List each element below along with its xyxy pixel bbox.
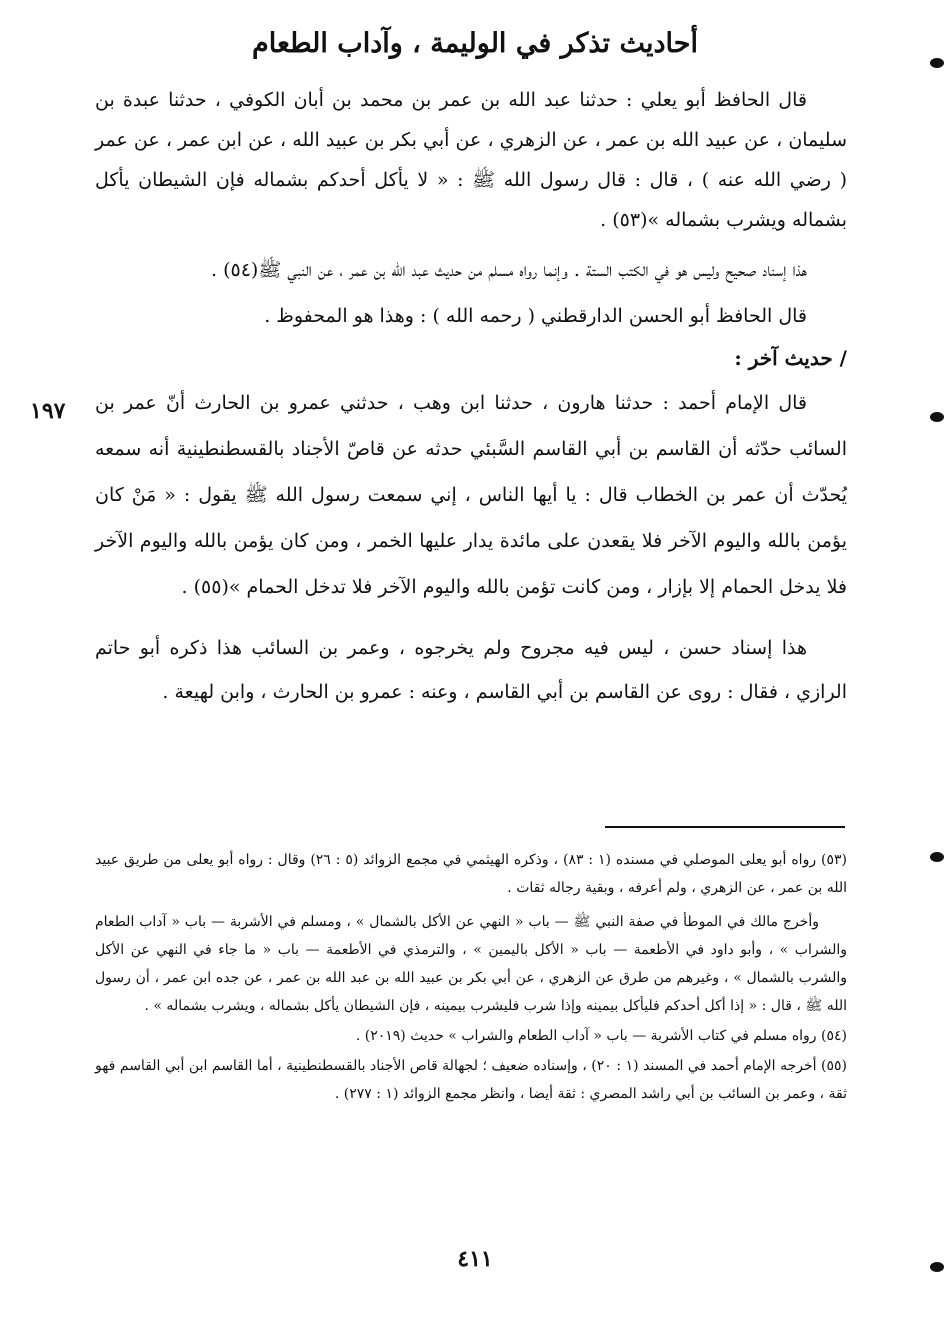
section-heading: / حديث آخر : xyxy=(734,346,847,370)
main-text xyxy=(95,80,847,714)
footnotes xyxy=(95,846,847,1108)
paragraph-isnad-comment: هذا إسناد صحيح وليس هو في الكتب الستة . وإنما رواه مسلم من حديث عبد الله بن عمر ، عن النبي ﷺ(٥٤) . xyxy=(210,259,807,281)
page-number: ٤١١ xyxy=(457,1246,493,1272)
footnote-55: (٥٥) أخرجه الإمام أحمد في المسند (١ : ٢٠) ، وإسناده ضعيف ؛ لجهالة قاص الأجناد بالقسطنطينية ، أما القاسم ابن أبي القاسم فهو ثقة ، وعمر بن السائب بن أبي راشد المصري : ثقة أيضا ، وانظر مجمع الزوائد (١ : ٢٧٧) . xyxy=(95,1058,847,1102)
scan-edge-mark xyxy=(930,58,944,68)
page-title: أحاديث تذكر في الوليمة ، وآداب الطعام xyxy=(252,28,698,59)
footnote-53: (٥٣) رواه أبو يعلى الموصلي في مسنده (١ : ٨٣) ، وذكره الهيثمي في مجمع الزوائد (٥ : ٢٦) وقال : رواه أبو يعلى من طريق عبيد الله بن عمر ، عن الزهري ، ولم أعرفه ، وبقية رجاله ثقات . xyxy=(95,852,847,896)
paragraph-daraqutni: قال الحافظ أبو الحسن الدارقطني ( رحمه الله ) : وهذا هو المحفوظ . xyxy=(264,305,807,327)
paragraph-hadith-2: قال الإمام أحمد : حدثنا هارون ، حدثنا ابن وهب ، حدثني عمرو بن الحارث أنّ عمر بن السائب حدّثه أن القاسم بن أبي القاسم السَّبئي حدثه عن قاصّ الأجناد بالقسطنطينية أنه سمعه يُحدّث أن عمر بن الخطاب قال : يا أيها الناس ، إني سمعت رسول الله ﷺ يقول : « مَنْ كان يؤمن بالله واليوم الآخر فلا يقعدن على مائدة يدار عليها الخمر ، ومن كان يؤمن بالله واليوم الآخر فلا يدخل الحمام إلا بإزار ، ومن كانت تؤمن بالله واليوم الآخر فلا تدخل الحمام »(٥٥) . xyxy=(95,392,848,598)
footnote-53-continued: وأخرج مالك في الموطأ في صفة النبي ﷺ — باب « النهي عن الأكل بالشمال » ، ومسلم في الأشربة — باب « آداب الطعام والشراب » ، وأبو داود في الأطعمة — باب « الأكل باليمين » ، والترمذي في الأطعمة — باب « ما جاء في النهي عن الأكل والشرب بالشمال » ، وغيرهم من طرق عن الزهري ، عن أبي بكر بن عبيد الله بن عبد الله بن عمر ، عن جده ابن عمر ، أن رسول الله ﷺ ، قال : « إذا أكل أحدكم فليأكل بيمينه وإذا شرب فليشرب بيمينه ، فإن الشيطان يأكل بشماله ، ويشرب بشماله » . xyxy=(95,914,847,1014)
paragraph-hadith-1: قال الحافظ أبو يعلي : حدثنا عبد الله بن عمر بن محمد بن أبان الكوفي ، حدثنا عبدة بن سليمان ، عن عبيد الله بن عمر ، عن الزهري ، عن أبي بكر بن عبيد الله ، عن ابن عمر ، عن عمر ( رضي الله عنه ) ، قال : قال رسول الله ﷺ : « لا يأكل أحدكم بشماله فإن الشيطان يأكل بشماله ويشرب بشماله »(٥٣) . xyxy=(95,89,847,231)
footnote-54: (٥٤) رواه مسلم في كتاب الأشربة — باب « آداب الطعام والشراب » حديث (٢٠١٩) . xyxy=(355,1028,847,1044)
scan-edge-mark xyxy=(930,412,944,422)
scan-edge-mark xyxy=(930,1262,944,1272)
footnote-separator xyxy=(605,826,845,828)
marginal-page-number: ١٩٧ xyxy=(30,398,66,424)
scan-edge-mark xyxy=(930,852,944,862)
paragraph-isnad-hasan: هذا إسناد حسن ، ليس فيه مجروح ولم يخرجوه ، وعمر بن السائب هذا ذكره أبو حاتم الرازي ، فقال : روى عن القاسم بن أبي القاسم ، وعنه : عمرو بن الحارث ، وابن لهيعة . xyxy=(95,637,847,703)
